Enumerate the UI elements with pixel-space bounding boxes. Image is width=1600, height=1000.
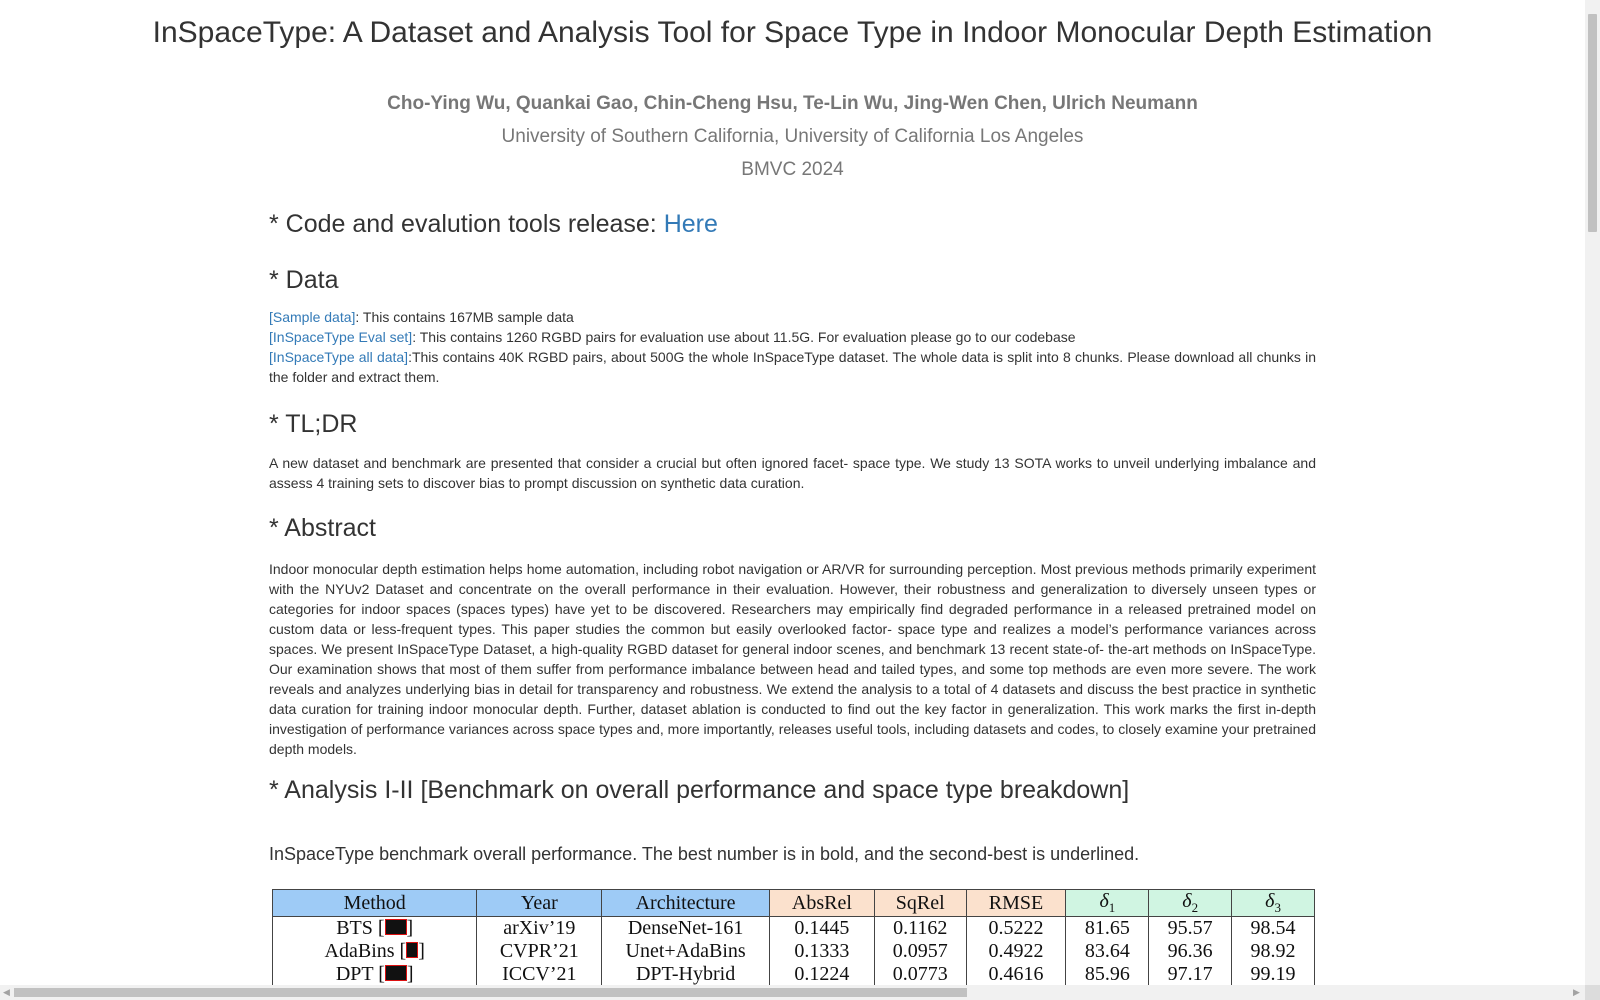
delta-symbol: δ	[1265, 890, 1275, 912]
col-header-absrel: AbsRel	[769, 890, 874, 917]
tldr-body	[269, 453, 1316, 493]
table-caption-wrap	[269, 844, 1316, 865]
data-section	[269, 266, 1316, 295]
delta-subscript: 1	[1108, 900, 1116, 915]
cell-rmse: 0.4922	[966, 940, 1066, 963]
data-item-text: :This contains 40K RGBD pairs, about 500G the whole InSpaceType dataset. The whole data is split into 8 chunks. Please download all chunks in the folder and extract them.	[269, 349, 1316, 385]
all-data-link[interactable]: [InSpaceType all data]	[269, 349, 409, 365]
horizontal-scrollbar[interactable]	[0, 985, 1585, 1000]
cell-absrel: 0.1445	[769, 917, 874, 941]
cell-sqrel: 0.1162	[874, 917, 966, 941]
horizontal-scroll-thumb[interactable]	[14, 988, 967, 997]
venue: BMVC 2024	[741, 159, 844, 180]
method-name: DPT [	[335, 963, 385, 985]
cell-method	[273, 940, 477, 963]
cell-delta3: 99.19	[1232, 963, 1315, 985]
abstract-section	[269, 514, 1316, 543]
cell-absrel: 0.1333	[769, 940, 874, 963]
method-name: BTS [	[336, 917, 385, 939]
data-item-text: : This contains 167MB sample data	[355, 309, 574, 325]
method-name: AdaBins [	[324, 940, 407, 962]
cell-architecture: DenseNet-161	[602, 917, 770, 941]
code-release-link[interactable]: Here	[663, 210, 718, 238]
col-header-year: Year	[477, 890, 602, 917]
vertical-scroll-thumb[interactable]	[1588, 14, 1597, 232]
cell-architecture: DPT-Hybrid	[602, 963, 770, 985]
col-header-rmse: RMSE	[966, 890, 1066, 917]
authors: Cho-Ying Wu, Quankai Gao, Chin-Cheng Hsu, Te-Lin Wu, Jing-Wen Chen, Ulrich Neumann	[387, 93, 1198, 114]
code-release-label: * Code and evalution tools release:	[269, 210, 664, 238]
tldr-heading: * TL;DR	[269, 410, 358, 438]
data-item	[269, 327, 1316, 347]
abstract-heading: * Abstract	[269, 514, 376, 542]
cell-method	[273, 917, 477, 941]
scroll-left-arrow-icon[interactable]: ◀	[3, 987, 10, 997]
vertical-scrollbar[interactable]	[1585, 0, 1600, 985]
eval-set-link[interactable]: [InSpaceType Eval set]	[269, 329, 413, 345]
delta-symbol: δ	[1182, 890, 1192, 912]
delta-subscript: 3	[1274, 900, 1281, 915]
code-release-heading	[269, 210, 1316, 239]
scrollbar-corner	[1585, 985, 1600, 1000]
col-header-method: Method	[273, 890, 477, 917]
col-header-delta1	[1066, 890, 1149, 917]
cell-delta2: 96.36	[1149, 940, 1232, 963]
cell-method	[273, 963, 477, 985]
delta-subscript: 2	[1191, 900, 1199, 915]
cell-sqrel: 0.0957	[874, 940, 966, 963]
tldr-section	[269, 410, 1316, 439]
citation-ref-icon[interactable]	[406, 942, 418, 958]
cell-year: arXiv’19	[477, 917, 602, 941]
cell-delta3: 98.92	[1232, 940, 1315, 963]
citation-ref-icon[interactable]	[385, 919, 407, 935]
method-bracket: ]	[418, 940, 425, 962]
col-header-delta3	[1232, 890, 1315, 917]
abstract-text: Indoor monocular depth estimation helps home automation, including robot navigation or AR/VR for surrounding perception. Most previous methods primarily experiment with the NYUv2 Dataset and concentrate on the overall performance in their evaluation. However, their robustness and generalization to diversely unseen types or categories for indoor spaces (spaces types) have yet to be discovered. Researchers may empirically find degraded performance in a released pretrained model on custom data or less-frequent types. This paper studies the common but easily overlooked factor- space type and realizes a model’s performance variances across spaces. We present InSpaceType Dataset, a high-quality RGBD dataset for general indoor scenes, and benchmark 13 recent state-of- the-art methods on InSpaceType. Our examination shows that most of them suffer from performance imbalance between head and tailed types, and some top methods are even more severe. The work reveals and analyzes underlying bias in detail for transparency and robustness. We extend the analysis to a total of 4 datasets and discuss the best practice in synthetic data curation for training indoor monocular depth. Further, dataset ablation is conducted to find out the key factor in generalization. This work marks the first in-depth investigation of performance variances across space types and, more importantly, releases useful tools, including datasets and codes, to closely examine your pretrained depth models.	[269, 561, 1316, 757]
col-header-sqrel: SqRel	[874, 890, 966, 917]
affiliations: University of Southern California, University of California Los Angeles	[501, 126, 1084, 147]
data-item	[269, 347, 1316, 387]
analysis-heading: * Analysis I-II [Benchmark on overall performance and space type breakdown]	[269, 776, 1130, 804]
analysis-section	[269, 776, 1316, 805]
delta-symbol: δ	[1099, 890, 1109, 912]
data-item-text: : This contains 1260 RGBD pairs for evaluation use about 11.5G. For evaluation please go to our codebase	[412, 329, 1076, 345]
table-row	[273, 963, 1315, 985]
cell-sqrel: 0.0773	[874, 963, 966, 985]
cell-absrel: 0.1224	[769, 963, 874, 985]
table-row	[273, 940, 1315, 963]
cell-delta1: 83.64	[1066, 940, 1149, 963]
code-release-section	[269, 210, 1316, 239]
tldr-text: A new dataset and benchmark are presented that consider a crucial but often ignored facet- space type. We study 13 SOTA works to unveil underlying imbalance and assess 4 training sets to discover bias to prompt discussion on synthetic data curation.	[269, 455, 1316, 491]
table-header-row	[273, 890, 1315, 917]
cell-rmse: 0.4616	[966, 963, 1066, 985]
abstract-body	[269, 559, 1316, 759]
benchmark-table	[272, 889, 1315, 985]
col-header-delta2	[1149, 890, 1232, 917]
data-heading: * Data	[269, 266, 339, 294]
cell-delta2: 97.17	[1149, 963, 1232, 985]
page-title: InSpaceType: A Dataset and Analysis Tool for Space Type in Indoor Monocular Depth Estimation	[152, 16, 1433, 49]
data-list	[269, 307, 1316, 387]
cell-year: CVPR’21	[477, 940, 602, 963]
sample-data-link[interactable]: [Sample data]	[269, 309, 356, 325]
cell-rmse: 0.5222	[966, 917, 1066, 941]
col-header-architecture: Architecture	[602, 890, 770, 917]
cell-architecture: Unet+AdaBins	[602, 940, 770, 963]
table-row	[273, 917, 1315, 941]
method-bracket: ]	[406, 917, 414, 939]
table-caption: InSpaceType benchmark overall performance. The best number is in bold, and the second-best is underlined.	[269, 844, 1140, 864]
method-bracket: ]	[406, 963, 414, 985]
cell-year: ICCV’21	[477, 963, 602, 985]
data-item	[269, 307, 1316, 327]
scroll-right-arrow-icon[interactable]: ▶	[1573, 987, 1580, 997]
cell-delta3: 98.54	[1232, 917, 1315, 941]
cell-delta1: 81.65	[1066, 917, 1149, 941]
cell-delta1: 85.96	[1066, 963, 1149, 985]
citation-ref-icon[interactable]	[385, 965, 407, 981]
cell-delta2: 95.57	[1149, 917, 1232, 941]
